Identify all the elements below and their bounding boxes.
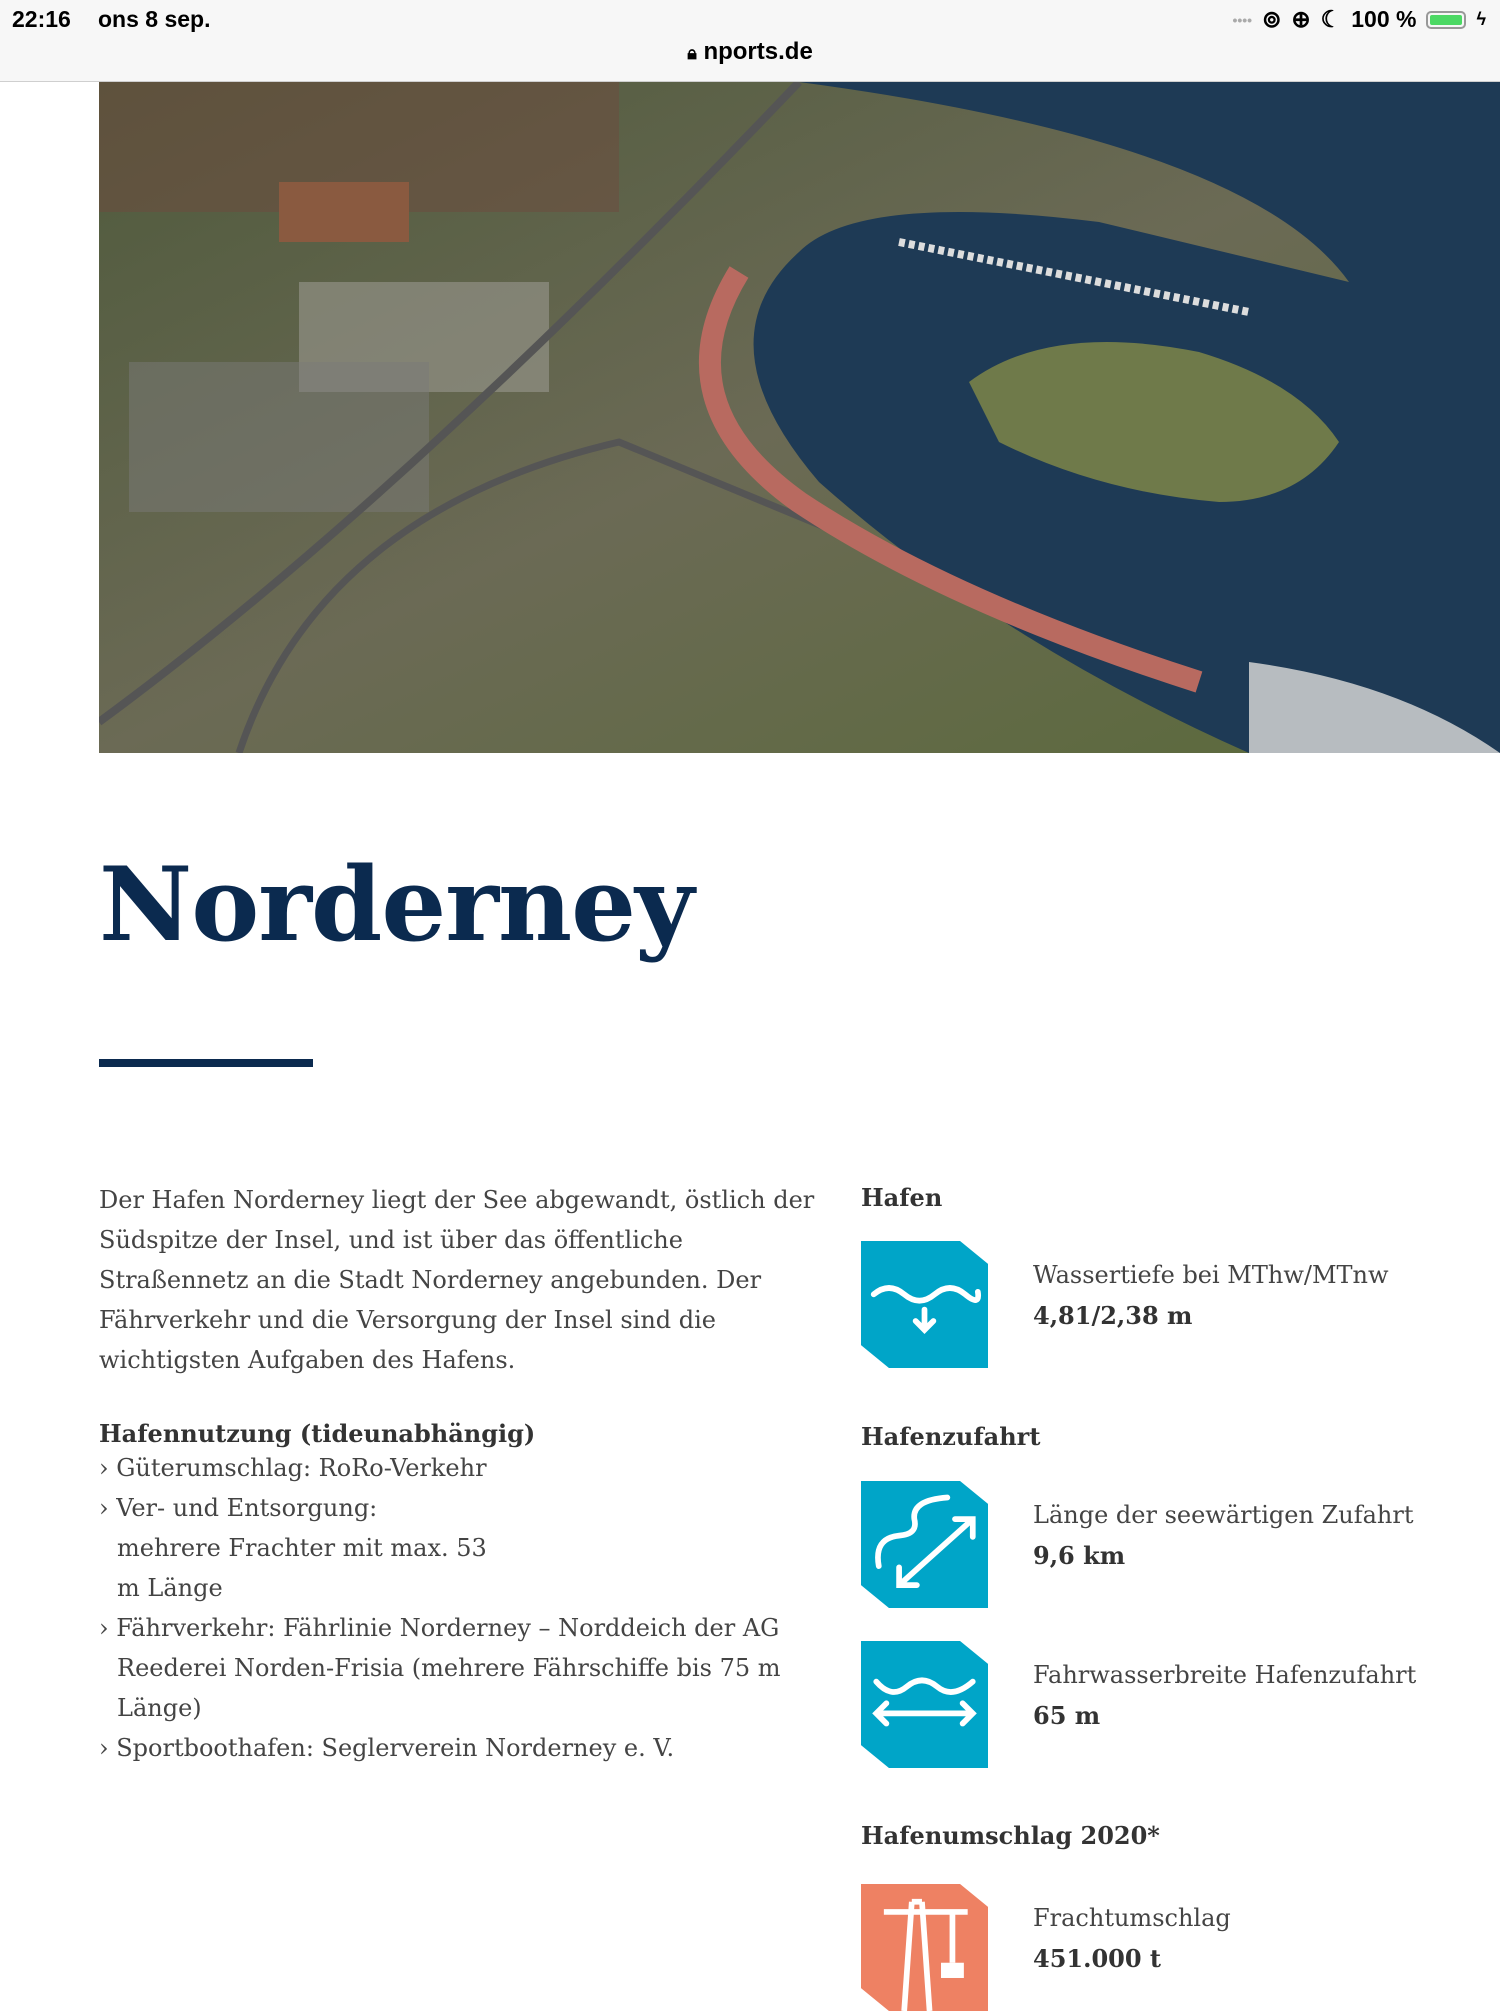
charging-icon: ϟ: [1476, 9, 1486, 29]
usage-list: [99, 1448, 859, 1768]
list-item: › Ver- und Entsorgung: mehrere Frachter mit max. 53 m Länge: [99, 1494, 487, 1602]
url-text: nports.de: [703, 38, 813, 65]
battery-icon: [1426, 11, 1466, 29]
lock-icon: 🔒︎: [687, 43, 697, 63]
channel-length-icon: [861, 1481, 988, 1608]
harbor-aerial-photo: [99, 82, 1500, 753]
harbor-usage-section: [99, 1419, 859, 1768]
list-item: › Güterumschlag: RoRo-Verkehr: [99, 1454, 487, 1482]
list-item: › Sportboothafen: Seglerverein Norderney e. V.: [99, 1734, 675, 1762]
fact-label: Fahrwasserbreite Hafenzufahrt: [1033, 1661, 1417, 1689]
fact-label: Wassertiefe bei MThw/MTnw: [1033, 1261, 1389, 1289]
hafen-heading: Hafen: [861, 1183, 943, 1212]
water-depth-icon: [861, 1241, 988, 1368]
moon-icon: ☾: [1320, 6, 1342, 32]
fact-value: 451.000 t: [1033, 1944, 1161, 1973]
zufahrt-heading: Hafenzufahrt: [861, 1422, 1041, 1451]
fact-value: 9,6 km: [1033, 1541, 1126, 1570]
usage-heading: Hafennutzung (tideunabhängig): [99, 1419, 536, 1448]
fact-value: 4,81/2,38 m: [1033, 1301, 1193, 1330]
intro-paragraph: Der Hafen Norderney liegt der See abgewandt, östlich der Südspitze der Insel, und ist über das öffentliche Straßennetz an die Stadt Norderney angebunden. Der Fährverkehr und die Versorgung der Insel sind die wichtigsten Aufgaben des Hafens.: [99, 1186, 815, 1374]
status-time: 22:16: [12, 6, 71, 32]
umschlag-heading: Hafenumschlag 2020*: [861, 1821, 1160, 1850]
fact-channel-length: [861, 1481, 1500, 1608]
channel-width-icon: [861, 1641, 988, 1768]
crane-icon: [861, 1884, 988, 2011]
fact-label: Länge der seewärtigen Zufahrt: [1033, 1501, 1414, 1529]
status-date: ons 8 sep.: [98, 6, 211, 32]
title-underline: [99, 1059, 313, 1067]
list-item: › Fährverkehr: Fährlinie Norderney – Norddeich der AG Reederei Norden-Frisia (mehrere Fährschiffe bis 75 m Länge): [99, 1614, 781, 1722]
fact-channel-width: [861, 1641, 1500, 1768]
address-bar[interactable]: [0, 38, 1500, 66]
page-title: Norderney: [99, 845, 694, 965]
status-bar: [0, 0, 1500, 82]
fact-water-depth: [861, 1241, 1500, 1368]
battery-percent: 100 %: [1351, 6, 1417, 32]
fact-label: Frachtumschlag: [1033, 1904, 1231, 1932]
link-icon: ⊚: [1262, 6, 1282, 32]
fact-cargo: [861, 1884, 1500, 2011]
fact-value: 65 m: [1033, 1701, 1101, 1730]
status-icons: [1232, 6, 1486, 33]
signal-dots-icon: ••••: [1232, 11, 1253, 28]
orientation-lock-icon: ⊕: [1291, 6, 1311, 32]
